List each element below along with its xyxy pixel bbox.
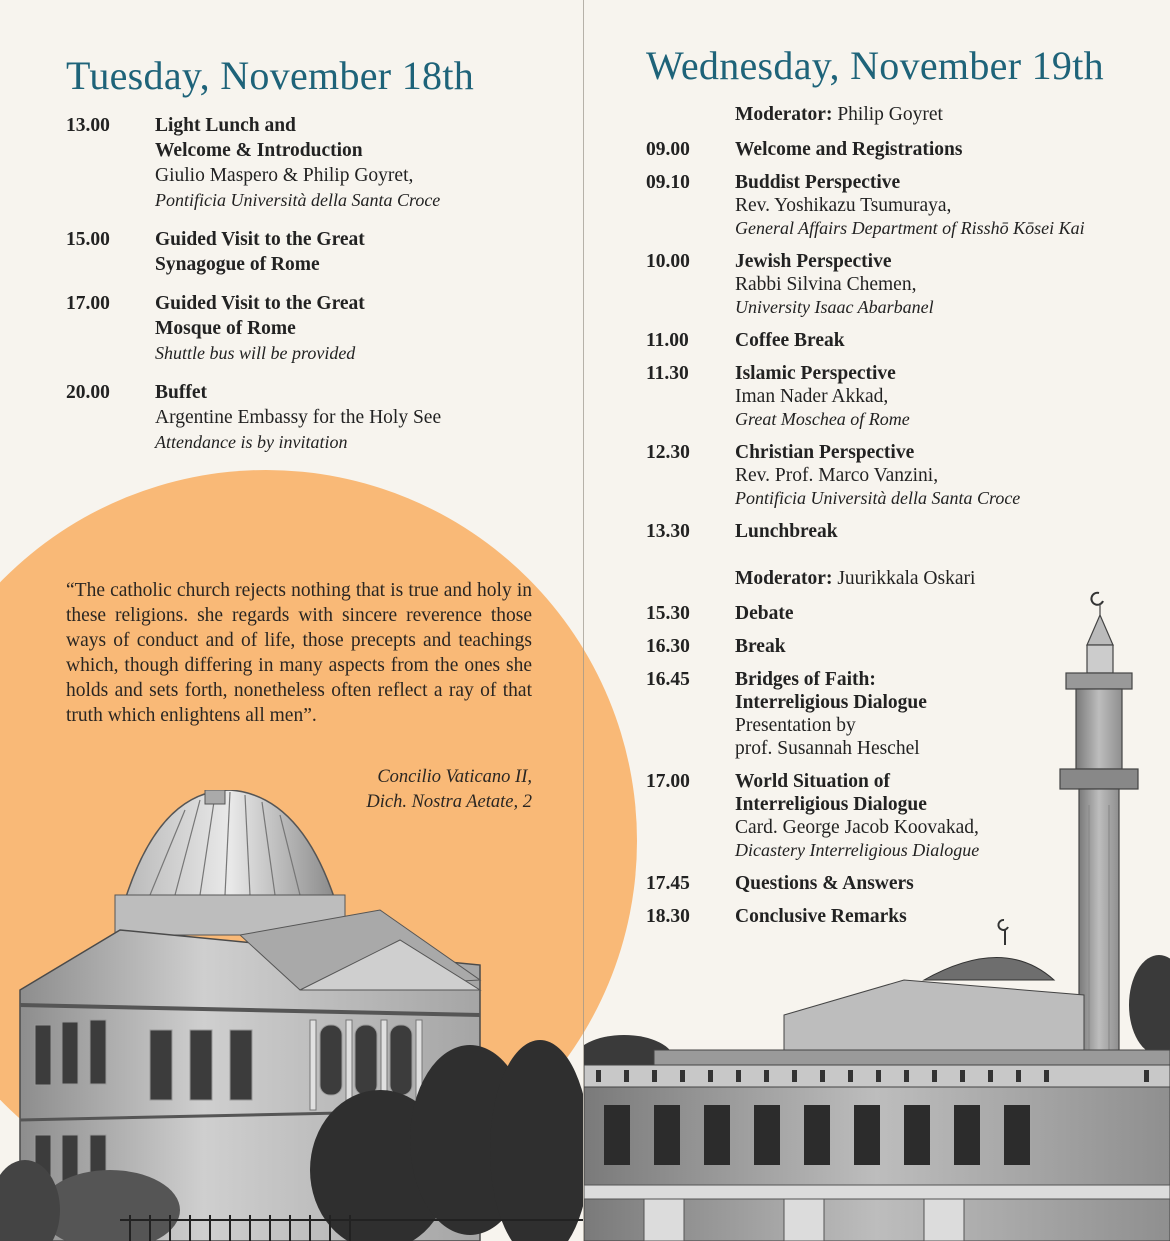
- schedule-item: [646, 138, 1146, 161]
- tuesday-heading: Tuesday, November 18th: [66, 53, 475, 98]
- moderator-name: Philip Goyret: [837, 104, 943, 125]
- item-title: Buddist Perspective: [735, 172, 901, 193]
- item-speaker: Rev. Yoshikazu Tsumuraya,: [735, 195, 952, 216]
- item-title: Lunchbreak: [735, 521, 838, 542]
- item-speaker: Argentine Embassy for the Holy See: [155, 407, 442, 428]
- item-speaker: Iman Nader Akkad,: [735, 386, 889, 407]
- item-time: 12.30: [646, 442, 690, 463]
- schedule-item: [646, 441, 1146, 510]
- item-time: 18.30: [646, 906, 690, 927]
- item-time: 16.45: [646, 669, 690, 690]
- item-time: 17.45: [646, 873, 690, 894]
- schedule-item: [646, 329, 1146, 352]
- item-affiliation: Pontificia Università della Santa Croce: [735, 488, 1021, 508]
- item-title: Guided Visit to the Great Synagogue of Rome: [155, 229, 365, 275]
- item-title: Break: [735, 636, 786, 657]
- schedule-item: [646, 905, 1146, 928]
- schedule-item: [646, 520, 1146, 543]
- item-time: 16.30: [646, 636, 690, 657]
- item-time: 17.00: [66, 293, 110, 314]
- item-title: Christian Perspective: [735, 442, 915, 463]
- item-affiliation: University Isaac Abarbanel: [735, 297, 934, 317]
- item-note: Attendance is by invitation: [155, 432, 348, 452]
- item-title: Questions & Answers: [735, 873, 914, 894]
- wednesday-schedule: [646, 103, 1146, 938]
- item-note: Shuttle bus will be provided: [155, 343, 356, 363]
- moderator-label: Moderator:: [735, 568, 833, 589]
- item-time: 10.00: [646, 251, 690, 272]
- item-title: World Situation of Interreligious Dialogue: [735, 771, 927, 815]
- schedule-item: [66, 380, 566, 455]
- item-title: Conclusive Remarks: [735, 906, 907, 927]
- item-affiliation: Great Moschea of Rome: [735, 409, 910, 429]
- item-affiliation: Dicastery Interreligious Dialogue: [735, 840, 980, 860]
- item-time: 20.00: [66, 382, 110, 403]
- item-affiliation: Pontificia Università della Santa Croce: [155, 190, 441, 210]
- item-speaker: Rev. Prof. Marco Vanzini,: [735, 465, 939, 486]
- item-time: 13.00: [66, 115, 110, 136]
- item-time: 11.30: [646, 363, 689, 384]
- item-title: Bridges of Faith: Interreligious Dialogue: [735, 669, 927, 713]
- schedule-item: [66, 291, 566, 366]
- item-speaker: Rabbi Silvina Chemen,: [735, 274, 917, 295]
- item-time: 11.00: [646, 330, 689, 351]
- schedule-item: [66, 113, 566, 213]
- tuesday-schedule: [66, 113, 566, 469]
- item-time: 09.00: [646, 139, 690, 160]
- item-title: Light Lunch and Welcome & Introduction: [155, 115, 363, 161]
- item-title: Jewish Perspective: [735, 251, 892, 272]
- item-title: Islamic Perspective: [735, 363, 896, 384]
- moderator-name: Juurikkala Oskari: [837, 568, 976, 589]
- schedule-item: [646, 872, 1146, 895]
- quote-text: “The catholic church rejects nothing that is true and holy in these religions. she regards with sincere reverence those ways of conduct and of life, those precepts and teachings which, though differing in many aspects from the ones she holds and sets forth, nonetheless often reflect a ray of that truth which enlightens all men”.: [66, 580, 532, 726]
- quote-citation: Concilio Vaticano II, Dich. Nostra Aetate, 2: [366, 767, 532, 812]
- schedule-item: [646, 250, 1146, 319]
- item-speaker: Giulio Maspero & Philip Goyret,: [155, 165, 414, 186]
- item-title: Debate: [735, 603, 794, 624]
- item-speaker: Card. George Jacob Koovakad,: [735, 817, 979, 838]
- wednesday-heading: Wednesday, November 19th: [646, 43, 1104, 88]
- schedule-item: [646, 668, 1146, 760]
- item-time: 15.30: [646, 603, 690, 624]
- item-speaker: Presentation by prof. Susannah Heschel: [735, 715, 920, 759]
- synagogue-illustration: [0, 790, 583, 1241]
- schedule-item: [66, 227, 566, 277]
- schedule-item: [646, 635, 1146, 658]
- item-title: Guided Visit to the Great Mosque of Rome: [155, 293, 365, 339]
- schedule-item: [646, 171, 1146, 240]
- schedule-item: [646, 770, 1146, 862]
- item-title: Coffee Break: [735, 330, 845, 351]
- item-time: 15.00: [66, 229, 110, 250]
- item-time: 09.10: [646, 172, 690, 193]
- schedule-item: [646, 362, 1146, 431]
- item-title: Buffet: [155, 382, 207, 403]
- moderator-line: [735, 567, 1146, 590]
- item-time: 17.00: [646, 771, 690, 792]
- item-affiliation: General Affairs Department of Risshō Kōsei Kai: [735, 218, 1085, 238]
- item-title: Welcome and Registrations: [735, 139, 963, 160]
- moderator-line: [735, 103, 1146, 126]
- moderator-label: Moderator:: [735, 104, 833, 125]
- item-time: 13.30: [646, 521, 690, 542]
- schedule-item: [646, 602, 1146, 625]
